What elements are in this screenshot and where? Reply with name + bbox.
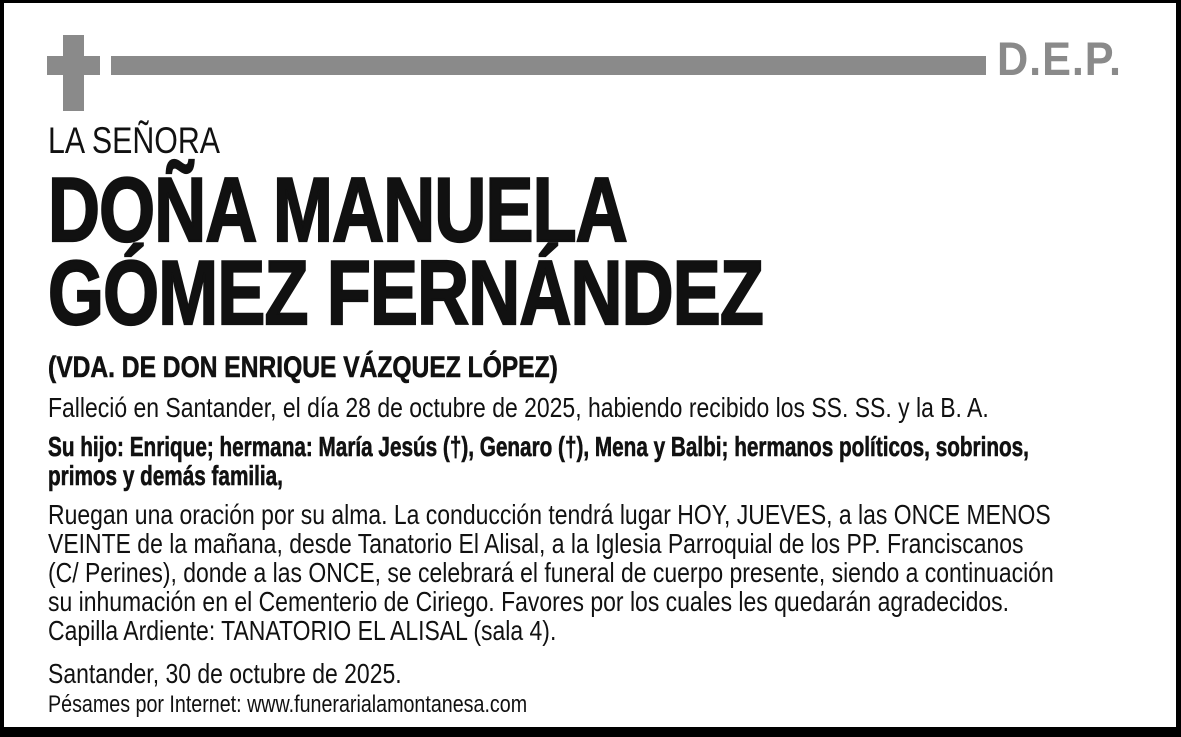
death-announcement: Falleció en Santander, el día 28 de octubre de 2025, habiendo recibido los SS. SS. y la B. A. [48,392,989,423]
deceased-name-line-1: DOÑA MANUELA [48,160,627,261]
funeral-details-line-5: Capilla Ardiente: TANATORIO EL ALISAL (sala 4). [48,615,557,646]
place-date-line: Santander, 30 de octubre de 2025. [48,658,402,689]
family-list [48,432,1146,490]
funeral-details-line-4: su inhumación en el Cementerio de Ciriego. Favores por los cuales les quedarán agradecidos. [48,586,1010,617]
honorific-prefix: LA SEÑORA [48,120,221,161]
deceased-name [48,160,915,344]
cross-icon [47,35,100,111]
widow-note: (VDA. DE DON ENRIQUE VÁZQUEZ LÓPEZ) [48,351,558,384]
condolences-url-line: Pésames por Internet: www.funerarialamontanesa.com [48,691,528,718]
obituary-content [4,120,1176,718]
obituary-header [4,3,1176,121]
funeral-details-line-1: Ruegan una oración por su alma. La conducción tendrá lugar HOY, JUEVES, a las ONCE MENOS [48,499,1051,530]
cross-icon-horizontal-bar [47,56,100,75]
funeral-details [48,500,1146,645]
family-list-line-1: Su hijo: Enrique; hermana: María Jesús (†), Genaro (†), Mena y Balbi; hermanos políticos, sobrinos, [48,431,1029,462]
deceased-name-line-2: GÓMEZ FERNÁNDEZ [48,243,764,344]
funeral-details-line-3: (C/ Perines), donde a las ONCE, se celebrará el funeral de cuerpo presente, siendo a continuación [48,557,1054,588]
family-list-line-2: primos y demás familia, [48,460,283,491]
dep-label: D.E.P. [997,32,1122,85]
header-rule [111,56,986,75]
funeral-details-line-2: VEINTE de la mañana, desde Tanatorio El Alisal, a la Iglesia Parroquial de los PP. Franciscanos [48,528,1024,559]
